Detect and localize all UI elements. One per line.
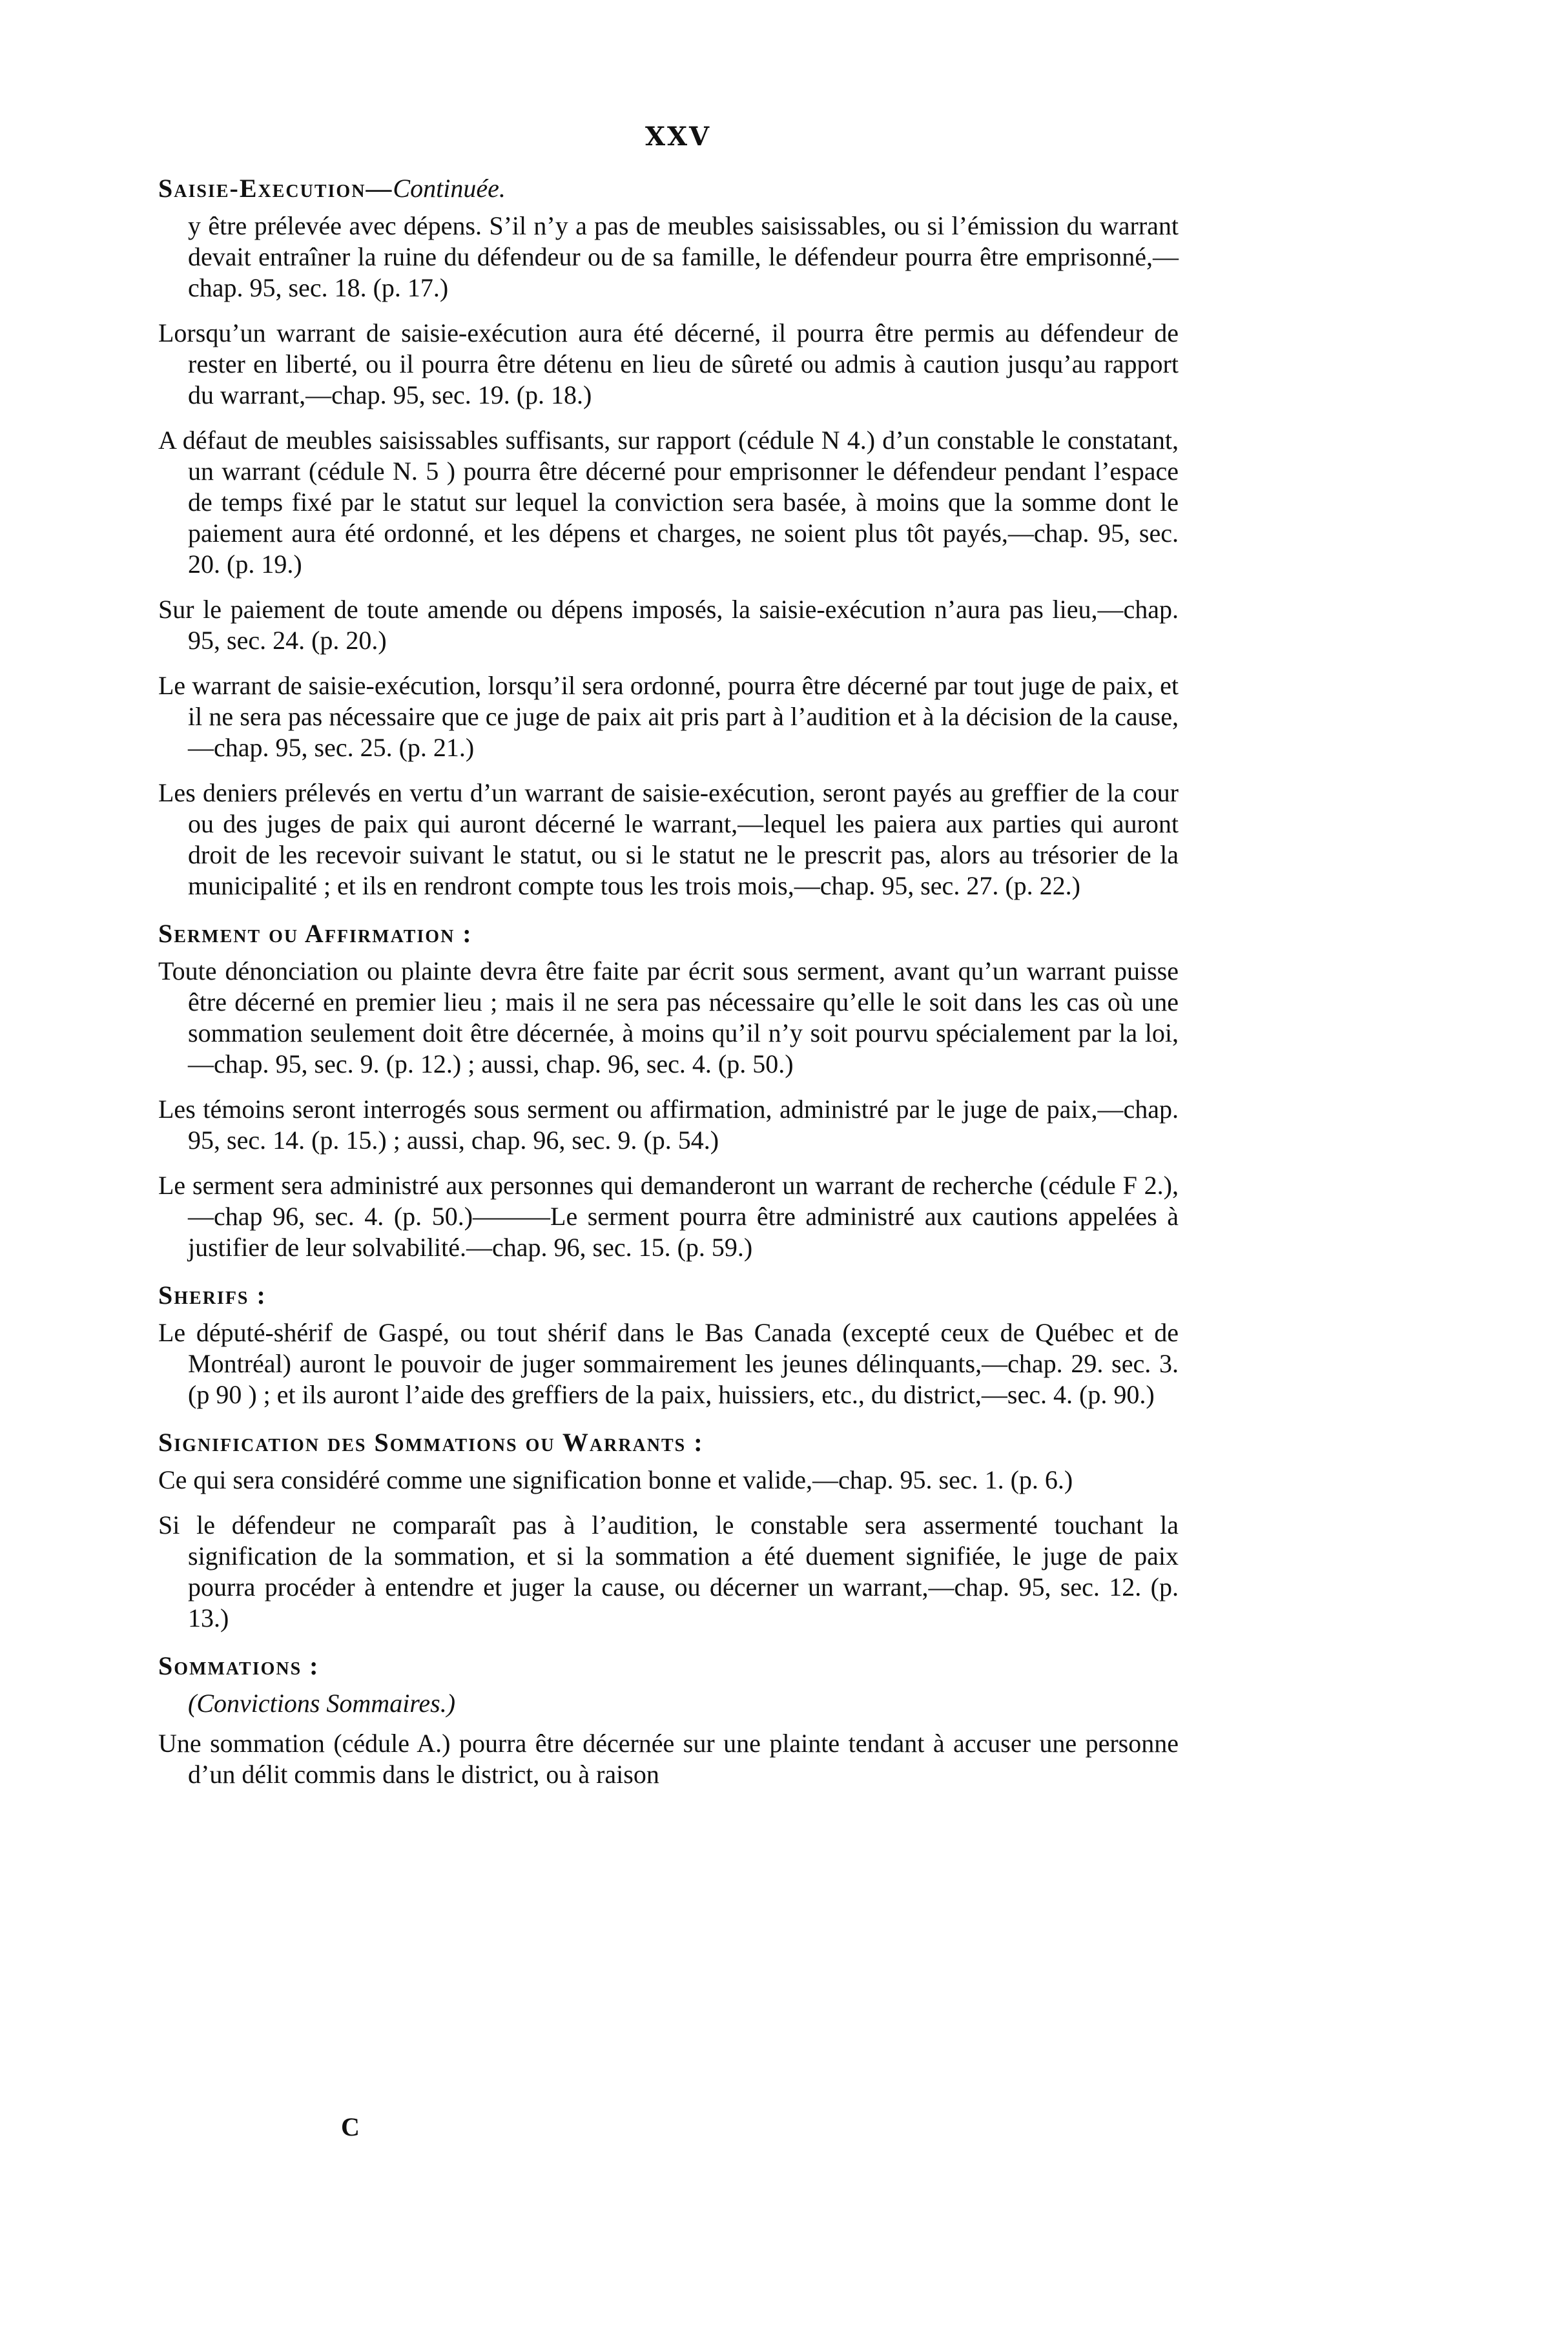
paragraph: Le député-shérif de Gaspé, ou tout shérif dans le Bas Canada (excepté ceux de Québec et de Montréal) auront le pouvoir de juger sommairement les jeunes délinquants,—chap. 29. sec. 3. (p 90 ) ; et ils auront l’aide des greffiers de la paix, huissiers, etc., du district,—sec. 4. (p. 90.) [158,1318,1179,1409]
subheading: (Convictions Sommaires.) [188,1689,456,1718]
paragraph: y être prélevée avec dépens. S’il n’y a pas de meubles saisissables, ou si l’émission du warrant devait entraîner la ruine du défendeur ou de sa famille, le défendeur pourra être emprisonné,—chap. 95, sec. 18. (p. 17.) [188,211,1179,302]
heading-text: Saisie-Execution— [158,174,393,203]
paragraph: Une sommation (cédule A.) pourra être décernée sur une plainte tendant à accuser une personne d’un délit commis dans le district, ou à raison [158,1729,1179,1789]
paragraph: Les témoins seront interrogés sous serment ou affirmation, administré par le juge de paix,—chap. 95, sec. 14. (p. 15.) ; aussi, chap. 96, sec. 9. (p. 54.) [158,1095,1179,1155]
paragraph: Lorsqu’un warrant de saisie-exécution aura été décerné, il pourra être permis au défendeur de rester en liberté, ou il pourra être détenu en lieu de sûreté ou admis à caution jusqu’au rapport du warrant,—chap. 95, sec. 19. (p. 18.) [158,318,1179,409]
paragraph: Le serment sera administré aux personnes qui demanderont un warrant de recherche (cédule F 2.),—chap 96, sec. 4. (p. 50.)———Le serment pourra être administré aux cautions appelées à justifier de leur solvabilité.—chap. 96, sec. 15. (p. 59.) [158,1171,1179,1262]
page-number: XXV [645,121,712,152]
page-body [158,173,1179,1804]
paragraph: Si le défendeur ne comparaît pas à l’audition, le constable sera assermenté touchant la signification de la sommation, et si la sommation a été duement signifiée, le juge de paix pourra procéder à entendre et juger la cause, ou décerner un warrant,—chap. 95, sec. 12. (p. 13.) [158,1510,1179,1632]
section-heading-serment: Serment ou Affirmation : [158,919,473,948]
paragraph: Toute dénonciation ou plainte devra être faite par écrit sous serment, avant qu’un warrant puisse être décerné en premier lieu ; mais il ne sera pas nécessaire qu’elle le soit dans les cas où une sommation seulement doit être décernée, à moins qu’il n’y soit pourvu spécialement par la loi,—chap. 95, sec. 9. (p. 12.) ; aussi, chap. 96, sec. 4. (p. 50.) [158,956,1179,1078]
paragraph: A défaut de meubles saisissables suffisants, sur rapport (cédule N 4.) d’un constable le constatant, un warrant (cédule N. 5 ) pourra être décerné pour emprisonner le défendeur pendant l’espace de temps fixé par le statut sur lequel la conviction sera basée, à moins que la somme dont le paiement aura été ordonné, et les dépens et charges, ne soient plus tôt payés,—chap. 95, sec. 20. (p. 19.) [158,426,1179,579]
section-heading-sommations: Sommations : [158,1651,320,1680]
paragraph: Les deniers prélevés en vertu d’un warrant de saisie-exécution, seront payés au greffier de la cour ou des juges de paix qui auront décerné le warrant,—lequel les paiera aux parties qui auront droit de les recevoir suivant le statut, ou si le statut ne le prescrit pas, alors au trésorier de la municipalité ; et ils en rendront compte tous les trois mois,—chap. 95, sec. 27. (p. 22.) [158,778,1179,900]
paragraph: Sur le paiement de toute amende ou dépens imposés, la saisie-exécution n’aura pas lieu,—chap. 95, sec. 24. (p. 20.) [158,595,1179,655]
section-heading-sherifs: Sherifs : [158,1281,267,1310]
signature-mark: C [341,2112,360,2141]
paragraph: Le warrant de saisie-exécution, lorsqu’il sera ordonné, pourra être décerné par tout juge de paix, et il ne sera pas nécessaire que ce juge de paix ait pris part à l’audition et à la décision de la cause,—chap. 95, sec. 25. (p. 21.) [158,671,1179,762]
heading-continued: Continuée. [393,174,506,203]
section-heading-signification: Signification des Sommations ou Warrants : [158,1428,704,1457]
paragraph: Ce qui sera considéré comme une signification bonne et valide,—chap. 95. sec. 1. (p. 6.) [158,1465,1073,1494]
section-heading-saisie-execution [158,173,1179,204]
